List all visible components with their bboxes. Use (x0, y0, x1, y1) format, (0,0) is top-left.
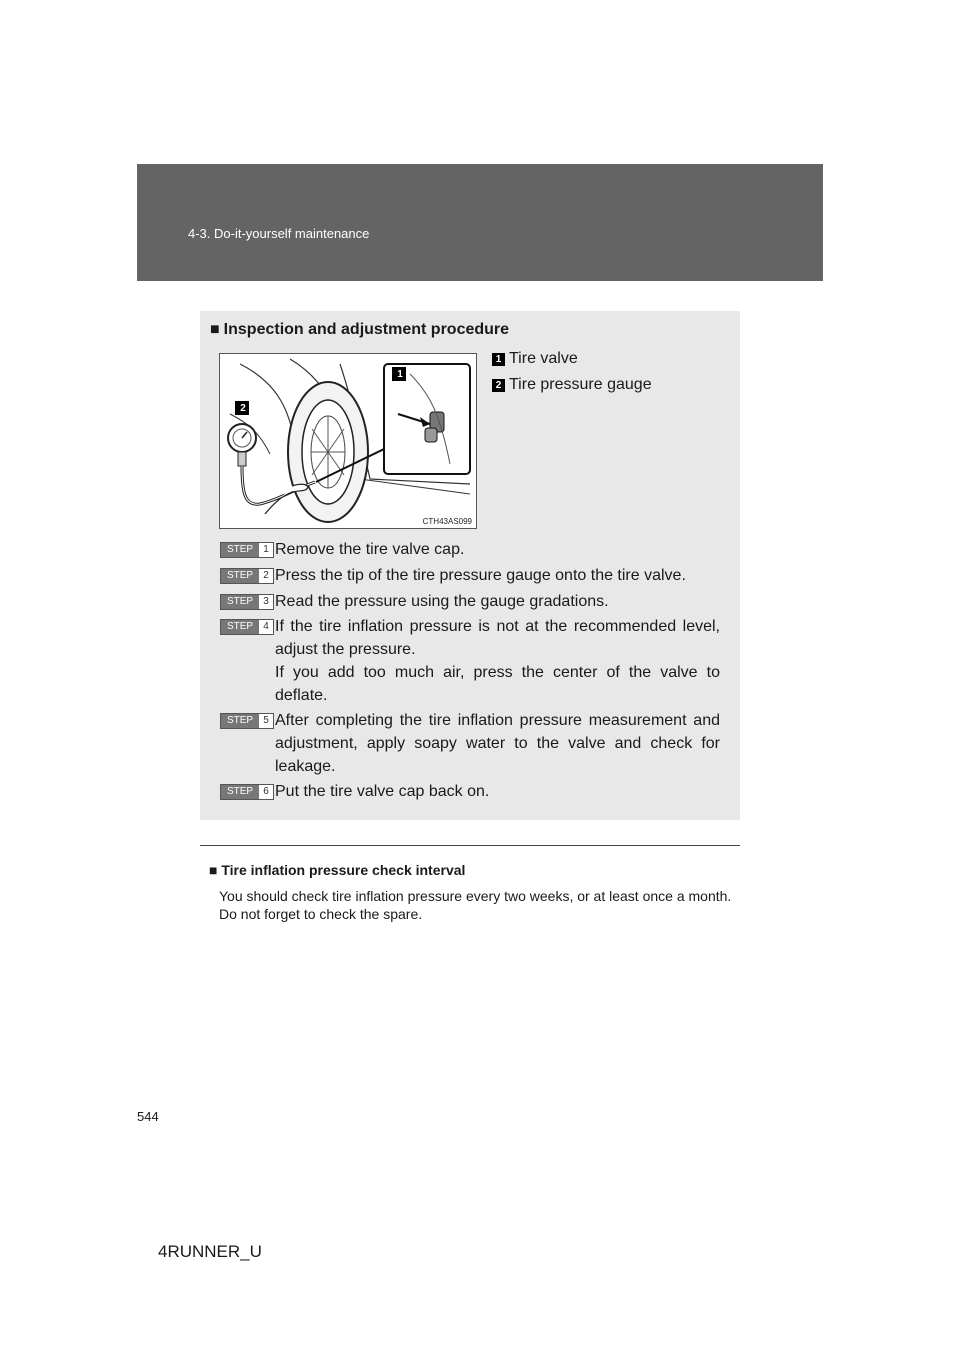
step-text: Put the tire valve cap back on. (275, 783, 490, 800)
step-text: If you add too much air, press the center of the valve to deflate. (275, 664, 720, 704)
square-bullet-icon: ■ (210, 321, 220, 338)
number-2-icon: 2 (492, 379, 505, 392)
interval-text: You should check tire inflation pressure every two weeks, or at least once a month. (219, 888, 732, 904)
step-6 (220, 780, 720, 803)
step-tag: STEP 5 (220, 713, 274, 729)
page-number: 544 (137, 1109, 159, 1124)
legend-label: Tire pressure gauge (509, 376, 652, 393)
procedure-heading (210, 321, 509, 339)
step-text: Press the tip of the tire pressure gauge onto the tire valve. (275, 567, 686, 584)
callout-badge-1: 1 (397, 369, 403, 380)
step-2 (220, 564, 720, 587)
interval-body (219, 887, 734, 923)
document-id: 4RUNNER_U (158, 1242, 262, 1261)
section-header-bar (137, 164, 823, 281)
callout-badge-2: 2 (240, 403, 246, 414)
interval-text: Do not forget to check the spare. (219, 906, 423, 922)
step-4 (220, 615, 720, 707)
step-tag: STEP 1 (220, 542, 274, 558)
legend-item-tire-valve (492, 350, 578, 368)
tire-gauge-illustration (219, 353, 477, 529)
interval-heading (209, 862, 465, 878)
step-tag: STEP 4 (220, 619, 274, 635)
step-tag: STEP 3 (220, 594, 274, 610)
step-text: Read the pressure using the gauge gradations. (275, 593, 609, 610)
legend-item-pressure-gauge (492, 376, 652, 394)
section-title: 4-3. Do-it-yourself maintenance (188, 226, 370, 241)
step-5 (220, 709, 720, 778)
step-3 (220, 590, 720, 613)
legend-label: Tire valve (509, 350, 578, 367)
square-bullet-icon: ■ (209, 862, 218, 878)
step-text: After completing the tire inflation pressure measurement and adjustment, apply soapy water to the valve and check for leakage. (275, 712, 720, 775)
number-1-icon: 1 (492, 353, 505, 366)
step-tag: STEP 6 (220, 784, 274, 800)
step-tag: STEP 2 (220, 568, 274, 584)
divider (200, 845, 740, 846)
figure-code: CTH43AS099 (422, 517, 472, 526)
step-1 (220, 538, 720, 561)
interval-title: Tire inflation pressure check interval (221, 862, 466, 878)
tire-gauge-drawing (220, 354, 476, 528)
step-text: Remove the tire valve cap. (275, 541, 465, 558)
step-text: If the tire inflation pressure is not at the recommended level, adjust the pressure. (275, 618, 720, 658)
procedure-title: Inspection and adjustment procedure (223, 321, 510, 338)
